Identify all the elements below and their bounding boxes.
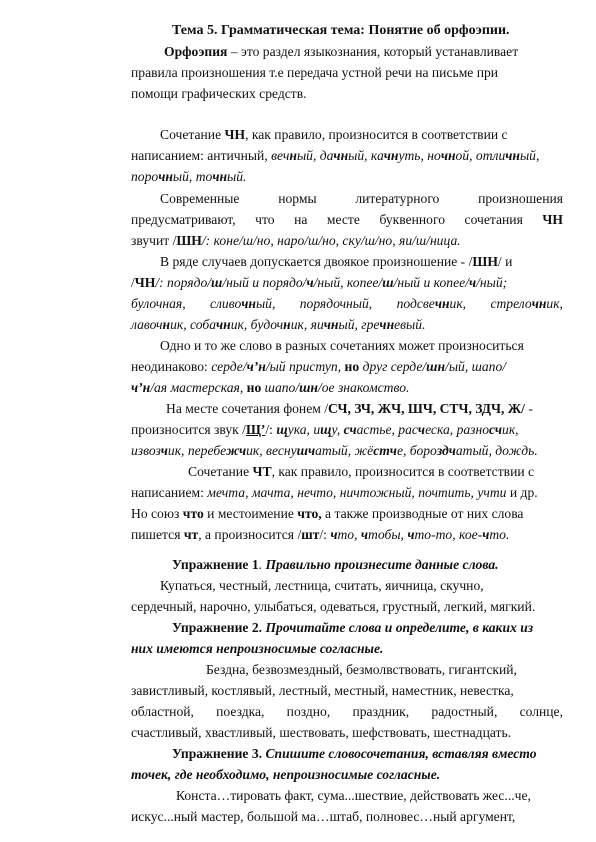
text-line: Современные нормы литературного произношения xyxy=(160,191,563,206)
text-line: областной, поездка, поздно, праздник, радостный, солнце, xyxy=(131,704,563,719)
text-line: них имеются непроизносимые согласные. xyxy=(131,641,384,656)
exercise-3-heading: Упражнение 3. Спишите словосочетания, вставляя вместо xyxy=(172,746,537,761)
text-line: Бездна, безвозмездный, безмолвствовать, гигантский, xyxy=(206,662,517,677)
text-line: Конста…тировать факт, сума...шествие, действовать жес...че, xyxy=(176,788,531,803)
text-line: счастливый, хвастливый, шествовать, шефствовать, шестнадцать. xyxy=(131,725,512,740)
text-line: Орфоэпия – это раздел языкознания, который устанавливает xyxy=(164,44,519,59)
text-line: сердечный, нарочно, улыбаться, одеваться, грустный, легкий, мягкий. xyxy=(131,599,536,614)
text-line: извозчик, перебежчик, веснушчатый, жёстче, бороздчатый, дождь. xyxy=(131,443,538,458)
text-line: /ЧН/: порядо/ш/ный и порядо/ч/ный, копее/ш/ный и копее/ч/ный; xyxy=(131,275,508,290)
text-line: Одно и то же слово в разных сочетаниях может произноситься xyxy=(160,338,524,353)
text-line: булочная, сливочный, порядочный, подсвечник, стрелочник, xyxy=(131,296,563,311)
text-line: Но союз что и местоимение что, а также производные от них слова xyxy=(131,506,524,521)
text-line: искус...ный мастер, большой ма…штаб, полновес…ный аргумент, xyxy=(131,809,516,824)
text-line: пишется чт, а произносится /шт/: что, чтобы, что-то, кое-что. xyxy=(131,527,510,542)
text-line: правила произношения т.е передача устной речи на письме при xyxy=(131,65,499,80)
text-line: Купаться, честный, лестница, считать, яичница, скучно, xyxy=(160,578,484,593)
text-line: завистливый, костлявый, лестный, местный, наместник, невестка, xyxy=(131,683,514,698)
term-orthoepy: Орфоэпия xyxy=(164,44,228,59)
text-line: неодинаково: серде/ч’н/ый приступ, но друг серде/шн/ый, шапо/ xyxy=(131,359,507,374)
text-line: Сочетание ЧТ, как правило, произносится в соответствии с xyxy=(188,464,535,479)
text-line: помощи графических средств. xyxy=(131,86,307,101)
text-line: порочный, точный. xyxy=(131,169,247,184)
exercise-2-heading: Упражнение 2. Прочитайте слова и определите, в каких из xyxy=(172,620,534,635)
text-line: В ряде случаев допускается двоякое произношение - /ШН/ и xyxy=(160,254,513,269)
text-line: точек, где необходимо, непроизносимые согласные. xyxy=(131,767,441,782)
text-line: лавочник, собачник, будочник, яичный, гречневый. xyxy=(131,317,426,332)
text-line: звучит /ШН/: коне/ш/но, наро/ш/но, ску/ш/но, яи/ш/ница. xyxy=(131,233,461,248)
text-line: Сочетание ЧН, как правило, произносится в соответствии с xyxy=(160,127,508,142)
text-line: написанием: античный, вечный, дачный, качнуть, ночной, отличный, xyxy=(131,148,540,163)
text-line: ч’н/ая мастерская, но шапо/шн/ое знакомство. xyxy=(131,380,410,395)
text-line: На месте сочетания фонем /СЧ, ЗЧ, ЖЧ, ШЧ, СТЧ, ЗДЧ, Ж/ - xyxy=(166,401,533,416)
text-line: написанием: мечта, мачта, нечто, ничтожный, почтить, учти и др. xyxy=(131,485,538,500)
exercise-1-heading: Упражнение 1. Правильно произнесите данные слова. xyxy=(172,557,499,572)
page-title: Тема 5. Грамматическая тема: Понятие об орфоэпии. xyxy=(172,23,510,38)
text-line: произносится звук /Щ’/: щука, ищу, счастье, расческа, разносчик, xyxy=(131,422,519,437)
text-line: предусматривают, что на месте буквенного сочетания ЧН xyxy=(131,212,563,227)
